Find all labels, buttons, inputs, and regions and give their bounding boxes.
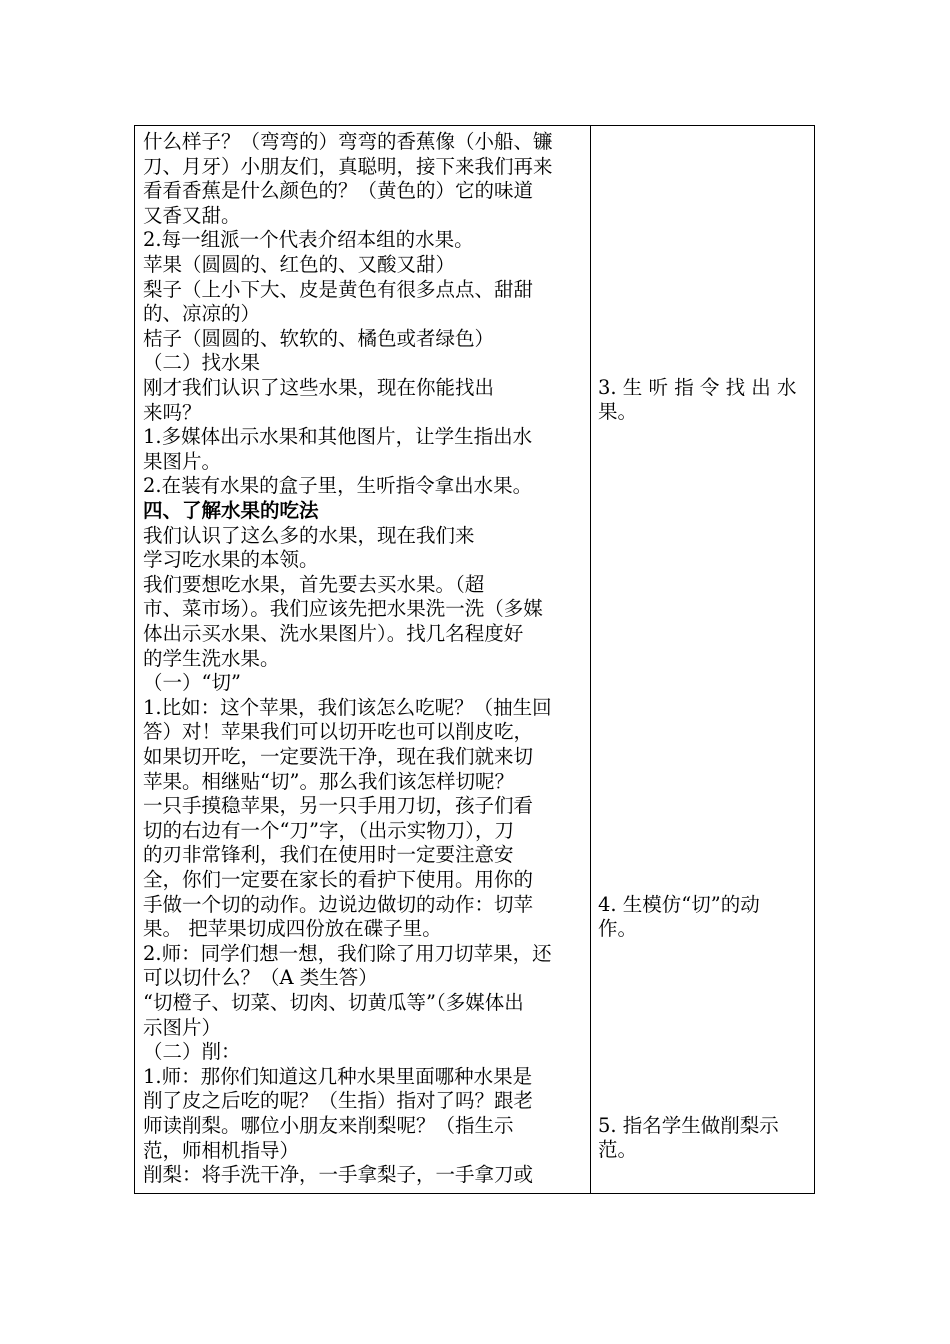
text-line: 我们认识了这么多的水果，现在我们来 — [143, 523, 475, 547]
teaching-process-column — [135, 126, 591, 1193]
text-line: 体出示买水果、洗水果图片）。找几名程度好 — [143, 622, 524, 645]
text-line: 2.师：同学们想一想，我们除了用刀切苹果，还 — [143, 941, 552, 965]
text-line: 苹果（圆圆的、红色的、又酸又甜） — [143, 253, 456, 276]
student-activity-column — [591, 126, 814, 1193]
text-line: 刀、月牙）小朋友们，真聪明，接下来我们再来 — [143, 154, 553, 178]
text-line: 示图片） — [143, 1015, 222, 1039]
text-line: 削梨：将手洗干净，一手拿梨子，一手拿刀或 — [143, 1163, 534, 1187]
student-activity-note — [598, 1114, 808, 1162]
text-line: 果图片。 — [143, 449, 222, 473]
note-line: 果。 — [598, 400, 638, 423]
text-line: 切的右边有一个“刀”字，（出示实物刀），刀 — [143, 818, 514, 842]
text-line: 如果切开吃，一定要洗干净，现在我们就来切 — [143, 745, 534, 768]
text-line: 苹果。相继贴“切”。那么我们该怎样切呢？ — [143, 769, 514, 793]
student-activity-note — [598, 376, 808, 424]
text-line: 果。 把苹果切成四份放在碟子里。 — [143, 917, 442, 941]
text-line: 桔子（圆圆的、软软的、橘色或者绿色） — [143, 326, 495, 350]
student-activity-note — [598, 893, 808, 941]
text-line: （一）“切” — [143, 671, 241, 695]
note-line: 作。 — [598, 916, 638, 940]
text-line: 又香又甜。 — [143, 203, 241, 227]
text-line: 什么样子？（弯弯的）弯弯的香蕉像（小船、镰 — [143, 130, 553, 153]
note-line: 3. 生 听 指 令 找 出 水 — [598, 376, 797, 399]
text-line: 看看香蕉是什么颜色的？（黄色的）它的味道 — [143, 179, 534, 203]
text-line: 梨子（上小下大、皮是黄色有很多点点、甜甜 — [143, 277, 534, 301]
text-line: 市、菜市场）。我们应该先把水果洗一洗（多媒 — [143, 597, 543, 621]
note-line: 5. 指名学生做削梨示 — [598, 1114, 779, 1137]
text-line: 1.多媒体出示水果和其他图片，让学生指出水 — [143, 425, 533, 449]
text-line: （二）削： — [143, 1040, 241, 1064]
text-line: 1.师：那你们知道这几种水果里面哪种水果是 — [143, 1064, 533, 1088]
text-line: 削了皮之后吃的呢？（生指）指对了吗？跟老 — [143, 1089, 534, 1113]
note-line: 范。 — [598, 1138, 638, 1161]
lesson-table — [134, 125, 815, 1194]
text-line: 来吗？ — [143, 400, 202, 424]
text-line: 刚才我们认识了这些水果，现在你能找出 — [143, 376, 495, 399]
text-line: 的、凉凉的） — [143, 302, 261, 326]
text-line: 的刃非常锋利，我们在使用时一定要注意安 — [143, 843, 514, 867]
text-line: 可以切什么？（A 类生答） — [143, 966, 378, 990]
text-line: 我们要想吃水果，首先要去买水果。（超 — [143, 572, 485, 596]
text-line: 学习吃水果的本领。 — [143, 548, 319, 572]
text-line: 答）对！苹果我们可以切开吃也可以削皮吃， — [143, 720, 534, 744]
text-line: “切橙子、切菜、切肉、切黄瓜等”（多媒体出 — [143, 991, 524, 1014]
text-line: 师读削梨。哪位小朋友来削梨呢？（指生示 — [143, 1114, 514, 1137]
text-line: 一只手摸稳苹果，另一只手用刀切，孩子们看 — [143, 794, 534, 818]
text-line: 手做一个切的动作。边说边做切的动作：切苹 — [143, 892, 534, 916]
text-line: 的学生洗水果。 — [143, 646, 280, 670]
note-line: 4. 生模仿“切”的动 — [598, 892, 760, 916]
text-line: 2.每一组派一个代表介绍本组的水果。 — [143, 228, 474, 252]
text-line: 范，师相机指导） — [143, 1138, 300, 1162]
section-heading: 四、了解水果的吃法 — [143, 499, 319, 522]
text-line: 2.在装有水果的盒子里，生听指令拿出水果。 — [143, 474, 533, 498]
text-line: （二）找水果 — [143, 351, 261, 375]
text-line: 全，你们一定要在家长的看护下使用。用你的 — [143, 868, 534, 891]
text-line: 1.比如：这个苹果，我们该怎么吃呢？（抽生回 — [143, 695, 552, 719]
